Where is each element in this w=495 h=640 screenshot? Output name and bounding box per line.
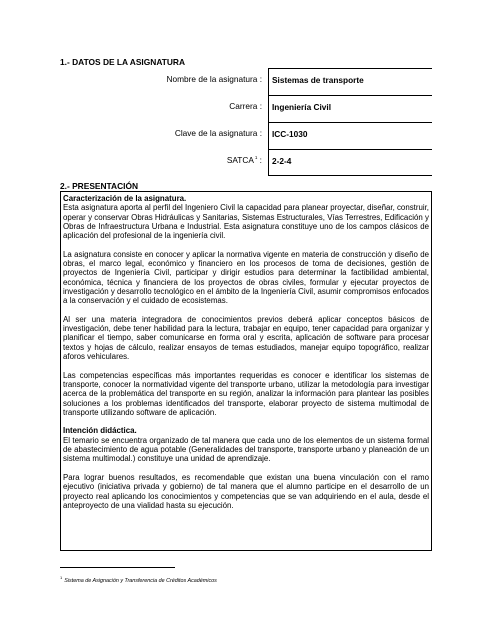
datos-value: 2-2-4 <box>272 156 292 166</box>
footnote-ref[interactable]: 1 <box>254 155 258 161</box>
paragraph-integradora: Al ser una materia integradora de conocimientos previos deberá aplicar conceptos básicos de investigación, debe tener habilidad para la lectura, trabajar en equipo, tener capacidad para organizar y planificar el tiempo, saber comunicarse en forma oral y escrita, aplicación de software para procesar textos y hojas de cálculo, realizar ensayos de temas estudiados, manejar equipo topográfico, realizar aforos vehiculares. <box>63 314 429 362</box>
paragraph-aporte: Esta asignatura aporta al perfil del Ingeniero Civil la capacidad para planear proyectar, diseñar, construir, operar y conservar Obras Hidráulicas y Sanitarias, Sistemas Estructurales, Vías Terrestres, Edificación y Obras de Infraestructura Urbana e Industrial. Esta asignatura constituye uno de los campos clásicos de aplicación del profesional de la ingeniería civil. <box>63 203 429 241</box>
caracterizacion-heading: Caracterización de la asignatura. <box>63 194 187 203</box>
datos-label: Carrera : <box>229 101 262 111</box>
intencion-heading: Intención didáctica. <box>63 426 137 436</box>
datos-table <box>60 68 432 176</box>
datos-value: Sistemas de transporte <box>272 75 364 85</box>
datos-label: Clave de la asignatura : <box>174 128 262 138</box>
datos-cell <box>268 149 432 176</box>
paragraph-temario: El temario se encuentra organizado de tal manera que cada uno de los elementos de un sistema formal de abastecimiento de agua potable (Generalidades del transporte, transporte urbano y planeación de un sistema multimodal.) constituye una unidad de aprendizaje. <box>63 435 429 464</box>
section-1-title: 1.- DATOS DE LA ASIGNATURA <box>60 57 186 67</box>
datos-label <box>62 155 262 165</box>
footnote-number: 1 <box>60 575 63 580</box>
datos-row-satca <box>60 149 432 176</box>
datos-cell <box>268 122 432 149</box>
footnote-divider <box>60 567 175 568</box>
datos-cell <box>268 68 432 95</box>
satca-colon: : <box>257 155 262 165</box>
datos-value: Ingeniería Civil <box>272 102 332 112</box>
presentacion-box <box>60 191 432 551</box>
datos-row-clave <box>60 122 432 149</box>
presentacion-content <box>63 194 429 510</box>
paragraph-resultados: Para lograr buenos resultados, es recomendable que existan una buena vinculación con el ramo ejecutivo (iniciativa privada y gobierno) de tal manera que el alumno participe en el desarrollo de un proyecto real aplicando los conocimientos y competencias que se van adquiriendo en el aula, desde el anteproyecto de una vialidad hasta su ejecución. <box>63 472 429 510</box>
footnote <box>60 575 217 584</box>
datos-cell <box>268 95 432 122</box>
section-2-title: 2.- PRESENTACIÓN <box>60 181 139 191</box>
datos-row-nombre <box>60 68 432 95</box>
datos-label: Nombre de la asignatura : <box>166 74 262 84</box>
footnote-text: Sistema de Asignación y Transferencia de Créditos Académicos <box>64 577 217 584</box>
paragraph-competencias: Las competencias específicas más importantes requeridas es conocer e identificar los sistemas de transporte, conocer la normatividad vigente del transporte urbano, utilizar la metodología para investigar acerca de la problemática del transporte en su región, analizar la información para plantear las posibles soluciones a los problemas identificados del transporte, elaborar proyecto de sistema multimodal de transporte utilizando software de aplicación. <box>63 370 429 417</box>
satca-label: SATCA <box>226 155 254 165</box>
paragraph-consiste: La asignatura consiste en conocer y aplicar la normativa vigente en materia de construcción y diseño de obras, el marco legal, económico y financiero en los procesos de toma de decisiones, gestión de proyectos de Ingeniería Civil, participar y dirigir estudios para determinar la factibilidad ambiental, económica, técnica y financiera de los proyectos de obras civiles, formular y ejecutar proyectos de investigación y desarrollo tecnológico en el ámbito de la Ingeniería Civil, asumir compromisos enfocados a la conservación y el cuidado de ecosistemas. <box>63 249 429 306</box>
datos-value: ICC-1030 <box>272 129 308 139</box>
datos-row-carrera <box>60 95 432 122</box>
